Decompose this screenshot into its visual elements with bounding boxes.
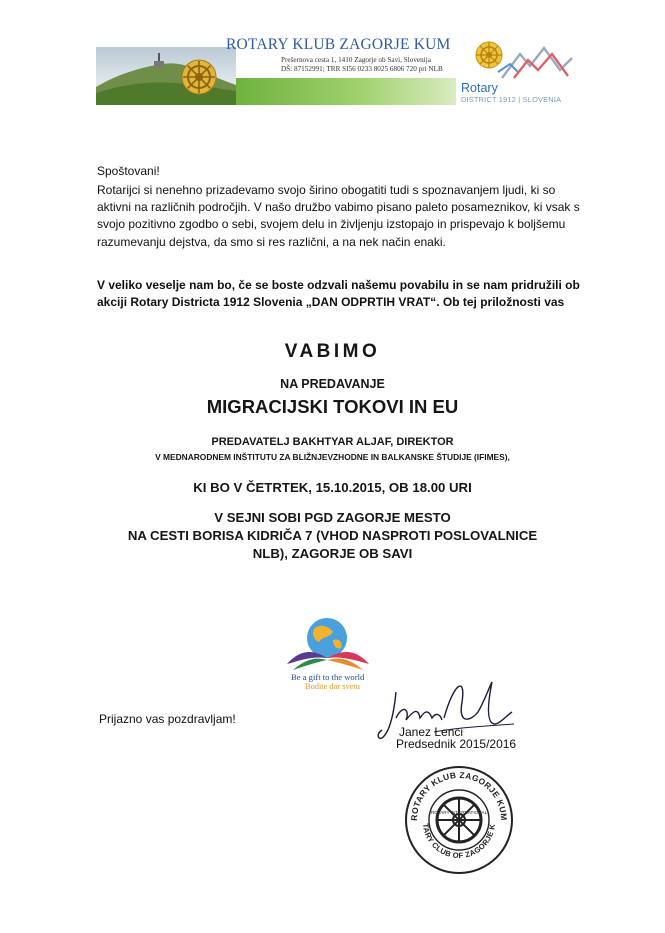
invite-heading: VABIMO [284,341,381,362]
be-a-gift-logo [283,612,373,674]
lecture-title: MIGRACIJSKI TOKOVI IN EU [206,396,459,417]
district-mountains-icon [496,42,576,82]
gift-slogan-en: Be a gift to the world [291,672,365,682]
speaker-line: PREDAVATELJ BAKHTYAR ALJAF, DIREKTOR [211,436,454,448]
tax-bank-line: DŠ: 87152991; TRR SI56 0233 8025 6806 720 pri NLB [281,64,443,73]
signer-name: Janez Lenci [399,725,464,739]
rotary-wordmark: Rotary [461,81,498,95]
stamp-outer-text: ROTARY KLUB ZAGORJE KUM [408,769,510,822]
club-name: ROTARY KLUB ZAGORJE KUM [226,36,451,53]
closing-line: Prijazno vas pozdravljam! [99,712,236,726]
lecture-label: NA PREDAVANJE [280,377,385,391]
greeting: Spoštovani! [97,164,160,178]
header-green-gradient [236,78,456,105]
rotary-wheel-logo [180,58,218,96]
invitation-paragraph: V veliko veselje nam bo, če se boste odzvali našemu povabilu in se nam pridružili ob akciji Rotary Districta 1912 Slovenia „DAN ODPRTIH VRAT“. Ob tej priložnosti vas [97,278,580,309]
signer-title: Predsednik 2015/2016 [396,737,517,751]
gift-slogan-sl: Bodite dar svetu [305,682,360,691]
location-line: NA CESTI BORISA KIDRIČA 7 (VHOD NASPROTI POSLOVALNICE [127,528,538,543]
club-address [281,56,471,73]
address-line: Prešernova cesta 1, 1410 Zagorje ob Savi, Slovenija [281,56,431,64]
location-line: NLB), ZAGORJE OB SAVI [252,546,413,561]
intro-paragraph: Rotarijci si nenehno prizadevamo svojo širino obogatiti tudi s spoznavanjem ljudi, ki so aktivni na različnih področjih. V našo družbo vabimo pisano paleto posameznikov, ki vsak s svojo pozitivno zgodbo o sebi, svojem delu in življenju izstopajo in prispevajo k boljšemu razumevanju dejstva, da smo si res različni, a na nek način enaki. [97,183,580,249]
speaker-institute: V MEDNARODNEM INŠTITUTU ZA BLIŽNJEVZHODNE IN BALKANSKE ŠTUDIJE (IFIMES), [155,452,510,462]
stamp-center-text: ROTARY INTERNATIONAL [430,810,488,815]
district-label: DISTRICT 1912 | SLOVENIA [461,95,562,104]
location-line: V SEJNI SOBI PGD ZAGORJE MESTO [214,510,451,525]
date-time: KI BO V ČETRTEK, 15.10.2015, OB 18.00 URI [193,480,472,495]
stamp-inner-text: TARY CLUB OF ZAGORJE K [420,823,498,861]
club-round-stamp [403,764,515,876]
